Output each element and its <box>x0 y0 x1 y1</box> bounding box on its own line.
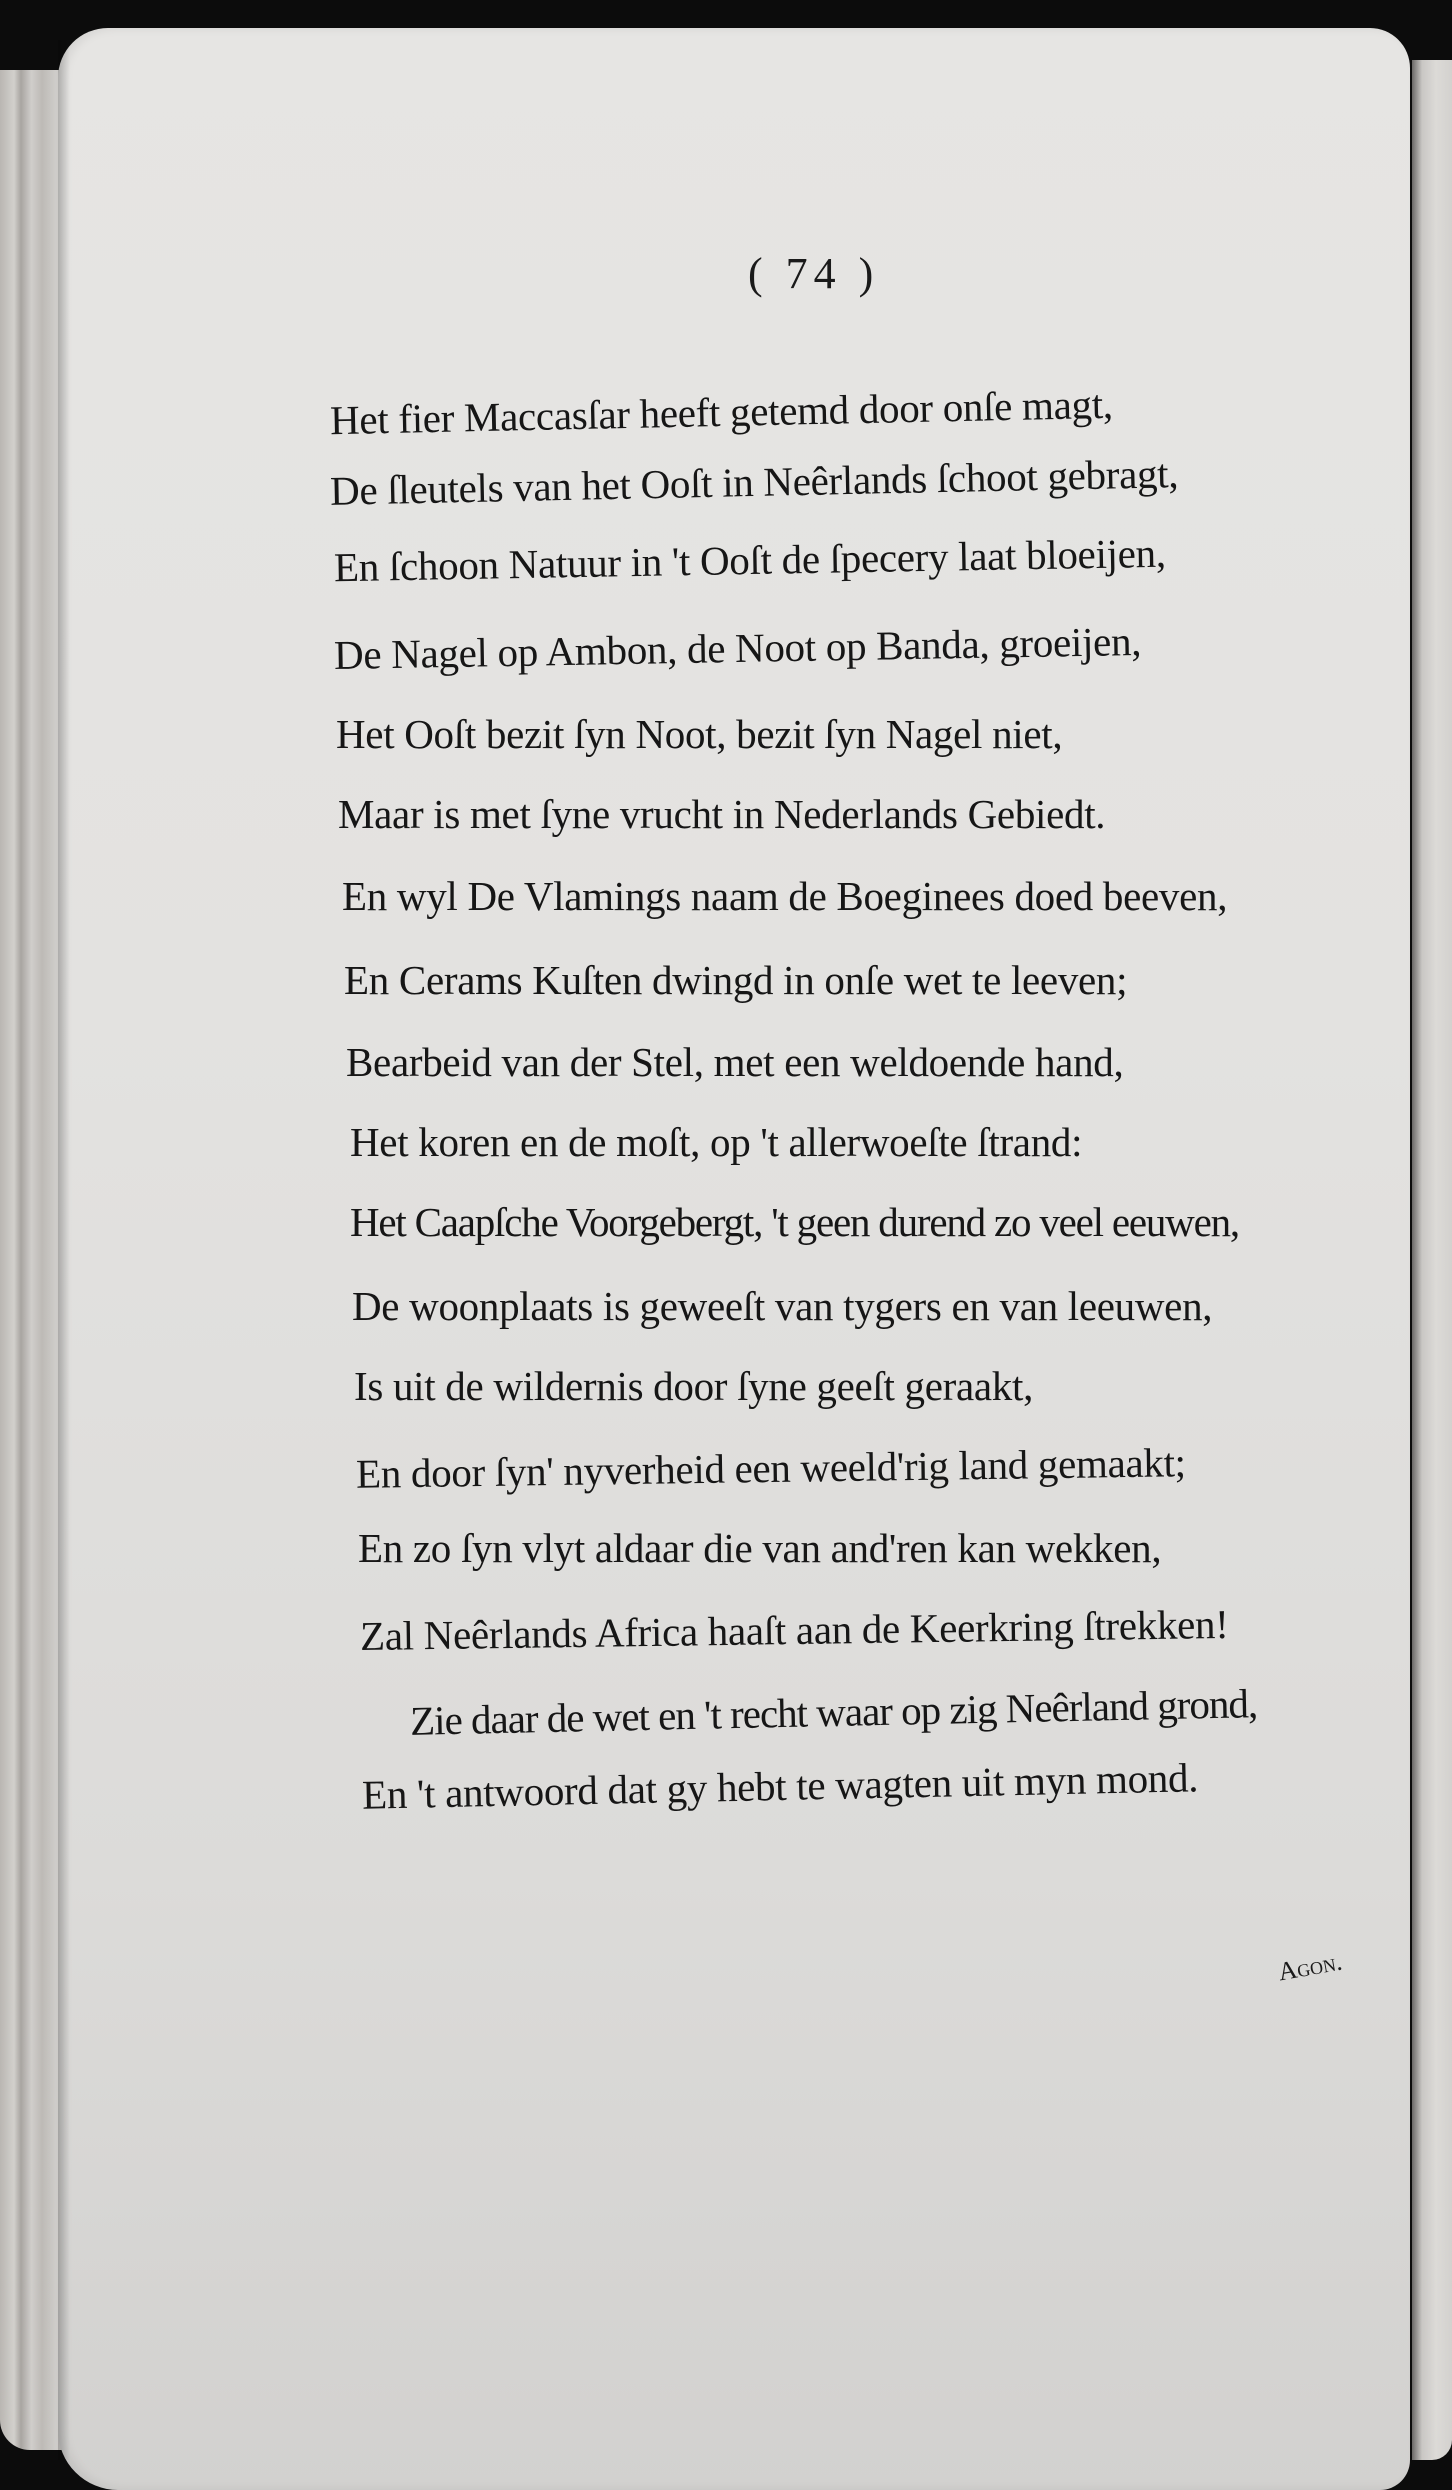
verse-line: De ſleutels van het Ooſt in Neêrlands ſchoot gebragt, <box>329 450 1179 514</box>
page-number: ( 74 ) <box>748 249 880 298</box>
spine-shadow <box>58 40 70 2460</box>
catchword: Agon. <box>1275 1946 1345 1987</box>
verse-line: Het koren en de moſt, op 't allerwoeſte ſtrand: <box>350 1119 1083 1165</box>
page-stack-right-edge <box>1412 60 1452 2460</box>
verse-line: De Nagel op Ambon, de Noot op Banda, groeijen, <box>333 617 1142 679</box>
verse-line: En door ſyn' nyverheid een weeld'rig land gemaakt; <box>355 1439 1187 1497</box>
verse-line: De woonplaats is geweeſt van tygers en van leeuwen, <box>352 1283 1213 1329</box>
verse-line: En Cerams Kuſten dwingd in onſe wet te leeven; <box>344 957 1128 1003</box>
verse-line: En ſchoon Natuur in 't Ooſt de ſpecery laat bloeijen, <box>333 529 1167 591</box>
verse-line: En wyl De Vlamings naam de Boeginees doed beeven, <box>342 873 1228 919</box>
verse-line: Zal Neêrlands Africa haaſt aan de Keerkring ſtrekken! <box>359 1600 1229 1660</box>
verse-line: Het fier Maccasſar heeft getemd door onſe magt, <box>329 380 1114 444</box>
verse-line: En 't antwoord dat gy hebt te wagten uit myn mond. <box>361 1754 1199 1818</box>
verse-line: En zo ſyn vlyt aldaar die van and'ren kan wekken, <box>358 1525 1162 1571</box>
verse-line: Zie daar de wet en 't recht waar op zig Neêrland grond, <box>409 1680 1258 1744</box>
verse-line: Het Caapſche Voorgebergt, 't geen durend zo veel eeuwen, <box>350 1199 1239 1245</box>
verse-line: Maar is met ſyne vrucht in Nederlands Gebiedt. <box>338 791 1106 837</box>
verse-line: Bearbeid van der Stel, met een weldoende hand, <box>346 1039 1124 1085</box>
verse-line: Het Ooſt bezit ſyn Noot, bezit ſyn Nagel niet, <box>336 711 1063 757</box>
verse-line: Is uit de wildernis door ſyne geeſt geraakt, <box>354 1363 1034 1409</box>
